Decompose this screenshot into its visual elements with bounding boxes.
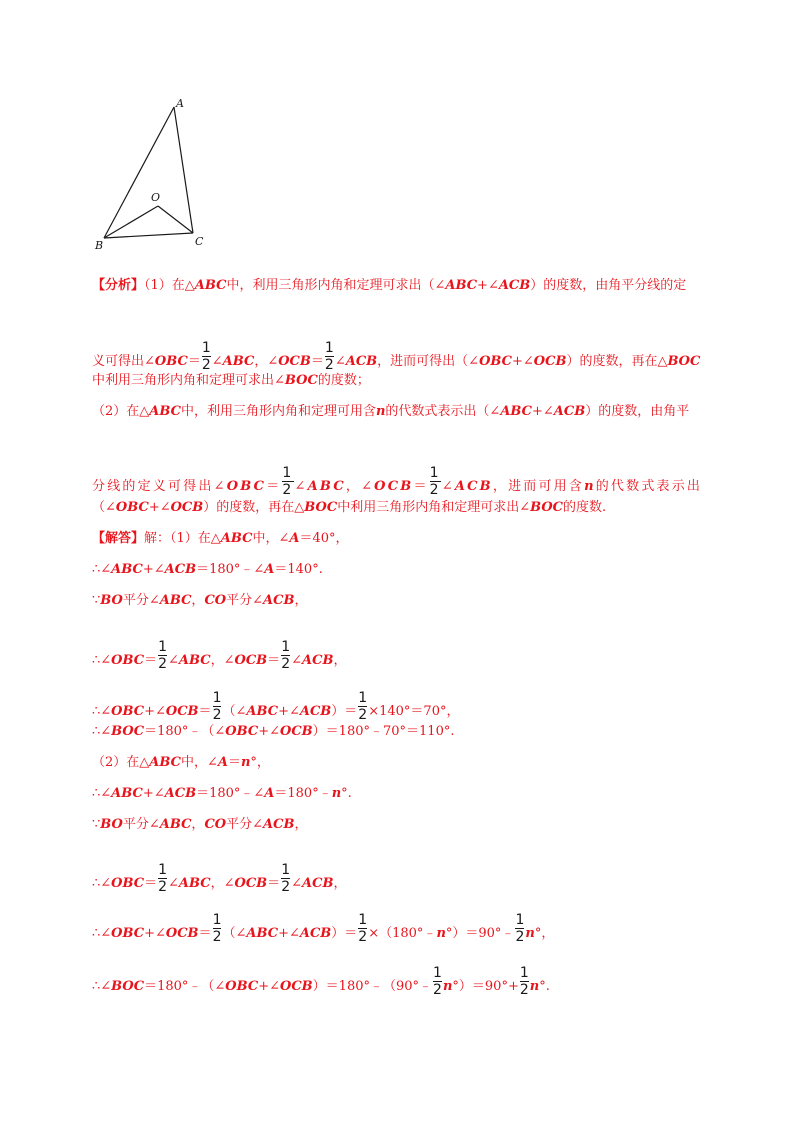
side-ac (174, 107, 193, 233)
solution-line-12: ∴∠BOC＝180°﹣（∠OBC+∠OCB）＝180°﹣（90°﹣ $\frac{1}{2}$ n°）＝90°+ $\frac{1}{2}$ n°. (92, 965, 550, 998)
fraction-half: $\frac{1}{2}$ (429, 465, 441, 498)
fraction-half: $\frac{1}{2}$ (158, 862, 168, 895)
analysis-line-6: （∠OBC+∠OCB）的度数，再在△BOC中利用三角形内角和定理可求出∠BOC的度数. (92, 500, 607, 515)
segment-co (158, 206, 193, 233)
fraction-half: $\frac{1}{2}$ (519, 965, 529, 998)
analysis-line-4: （2）在△ABC中，利用三角形内角和定理可用含n的代数式表示出（∠ABC+∠ACB）的度数，由角平 (92, 404, 690, 419)
fraction-half: $\frac{1}{2}$ (358, 690, 368, 723)
fraction-half: $\frac{1}{2}$ (201, 340, 211, 373)
fraction-half: $\frac{1}{2}$ (358, 912, 368, 945)
fraction-half: $\frac{1}{2}$ (212, 912, 222, 945)
fraction-half: $\frac{1}{2}$ (158, 639, 168, 672)
solution-line-10: ∴∠OBC＝ $\frac{1}{2}$ ∠ABC，∠OCB＝ $\frac{1}{2}$ ∠ACB， (92, 862, 347, 895)
fraction-half: $\frac{1}{2}$ (281, 862, 291, 895)
solution-line-8: ∴∠ABC+∠ACB＝180°﹣∠A＝180°﹣n°. (92, 786, 352, 801)
label-c: C (195, 235, 204, 248)
fraction-half: $\frac{1}{2}$ (515, 912, 525, 945)
solution-line-3: ∵BO平分∠ABC，CO平分∠ACB， (92, 593, 308, 608)
side-ab (104, 107, 174, 238)
solution-line-11: ∴∠OBC+∠OCB＝ $\frac{1}{2}$ （∠ABC+∠ACB）＝ $\frac{1}{2}$ ×（180°﹣n°）＝90°﹣ $\frac{1}{2}$ n°， (92, 912, 555, 945)
side-bc (104, 233, 193, 238)
fraction-half: $\frac{1}{2}$ (281, 639, 291, 672)
fraction-half: $\frac{1}{2}$ (212, 690, 222, 723)
solution-line-7: （2）在△ABC中，∠A＝n°， (92, 755, 270, 770)
fraction-half: $\frac{1}{2}$ (282, 465, 294, 498)
solution-line-6: ∴∠BOC＝180°﹣（∠OBC+∠OCB）＝180°﹣70°＝110°. (92, 724, 455, 739)
solution-line-4: ∴∠OBC＝ $\frac{1}{2}$ ∠ABC，∠OCB＝ $\frac{1}{2}$ ∠ACB， (92, 639, 347, 672)
triangle-figure (88, 95, 218, 255)
triangle-diagram (88, 95, 218, 255)
fraction-half: $\frac{1}{2}$ (324, 340, 334, 373)
solution-line-9: ∵BO平分∠ABC，CO平分∠ACB， (92, 817, 308, 832)
analysis-tag: 【分析】 (92, 278, 145, 293)
label-a: A (176, 97, 184, 110)
fraction-half: $\frac{1}{2}$ (433, 965, 442, 998)
solution-line-2: ∴∠ABC+∠ACB＝180°﹣∠A＝140°. (92, 562, 323, 577)
analysis-line-3: 中利用三角形内角和定理可求出∠BOC的度数； (92, 373, 370, 388)
label-b: B (95, 239, 104, 252)
solution-line-1: 【解答】解：（1）在△ABC中，∠A＝40°， (92, 531, 349, 546)
analysis-line-1: 【分析】（1）在△ABC中，利用三角形内角和定理可求出（∠ABC+∠ACB）的度数，由角平分线的定 (92, 278, 687, 293)
analysis-line-2: 义可得出∠OBC＝ $\frac{1}{2}$ ∠ABC，∠OCB＝ $\frac{1}{2}$ ∠ACB，进而可得出（∠OBC+∠OCB）的度数，再在△BOC (92, 340, 701, 373)
solution-line-5: ∴∠OBC+∠OCB＝ $\frac{1}{2}$ （∠ABC+∠ACB）＝ $\frac{1}{2}$ ×140°＝70°， (92, 690, 460, 723)
analysis-line-5: 分线的定义可得出∠OBC＝ $\frac{1}{2}$ ∠ABC，∠OCB＝ $\frac{1}{2}$ ∠ACB，进而可用含n的代数式表示出 (92, 465, 703, 498)
solution-tag: 【解答】 (92, 531, 145, 546)
label-o: O (151, 191, 161, 204)
